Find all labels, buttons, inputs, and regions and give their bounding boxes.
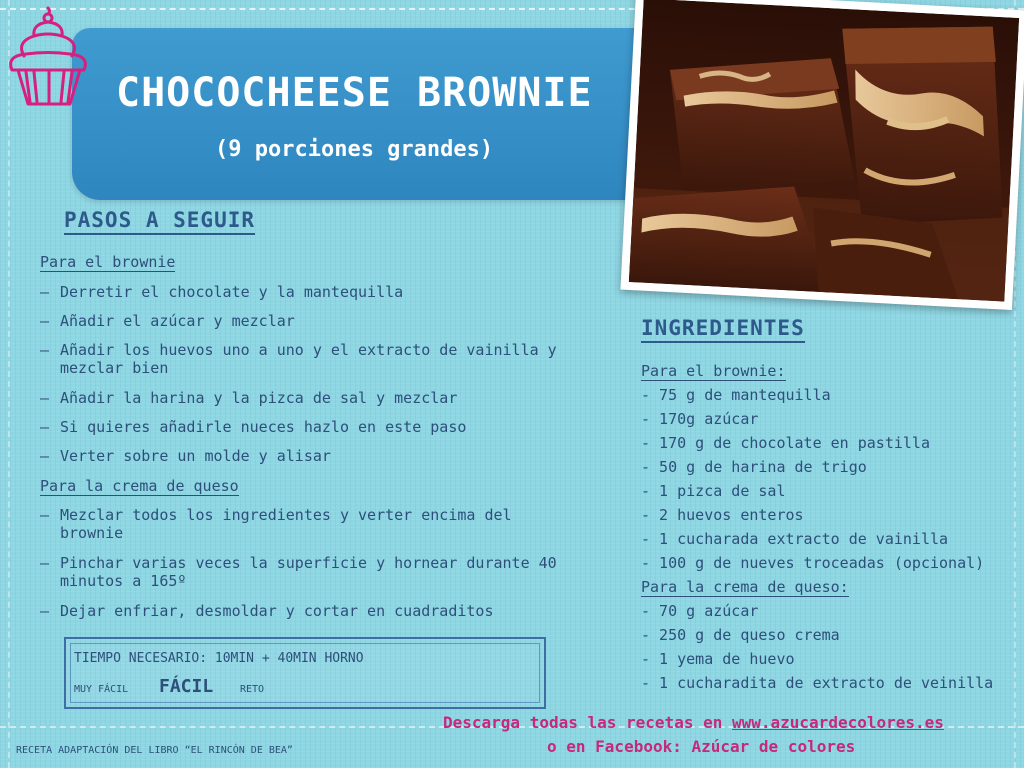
dash-icon: — [40,283,50,301]
cheese-ingredients-heading: Para la crema de queso: [641,578,849,596]
step-text: Dejar enfriar, desmoldar y cortar en cuadraditos [60,602,494,620]
step-text: Añadir el azúcar y mezclar [60,312,295,330]
ingredient-item: - 170g azúcar [641,410,759,428]
brownie-photo-icon [629,0,1019,302]
cheese-steps-heading: Para la crema de queso [40,477,239,495]
dash-icon: — [40,312,50,330]
ingredient-item: - 100 g de nueves troceadas (opcional) [641,554,985,572]
time-required: TIEMPO NECESARIO: 10MIN + 40MIN HORNO [74,651,364,666]
stitch-border-left [8,0,10,768]
step-text: Añadir la harina y la pizca de sal y mezclar [60,389,458,407]
ingredient-item: - 1 cucharada extracto de vainilla [641,530,949,548]
step-text: Verter sobre un molde y alisar [60,447,331,465]
ingredient-item: - 50 g de harina de trigo [641,458,867,476]
recipe-servings: (9 porciones grandes) [215,137,494,162]
brownie-steps-heading: Para el brownie [40,253,176,271]
website-link[interactable]: www.azucardecolores.es [731,713,944,732]
download-text: Descarga todas las recetas en [443,713,732,732]
dash-icon: — [40,389,50,407]
recipe-title: CHOCOCHEESE BROWNIE [116,70,593,116]
dash-icon: — [40,418,50,436]
book-credit: RECETA ADAPTACIÓN DEL LIBRO “EL RINCÓN DE BEA” [16,745,293,756]
ingredient-item: - 70 g azúcar [641,602,759,620]
step-text: Si quieres añadirle nueces hazlo en este paso [60,418,467,436]
download-line [443,713,944,732]
difficulty-very-easy: MUY FÁCIL [74,684,129,695]
difficulty-selected: FÁCIL [159,676,214,697]
dash-icon: — [40,506,50,524]
step-text: Añadir los huevos uno a uno y el extracto de vainilla y mezclar bien [60,341,557,377]
dash-icon: — [40,447,50,465]
ingredient-item: - 75 g de mantequilla [641,386,831,404]
step-text: Mezclar todos los ingredientes y verter encima del brownie [60,506,512,542]
ingredient-item: - 1 yema de huevo [641,650,795,668]
brownie-ingredients-heading: Para el brownie: [641,362,786,380]
dash-icon: — [40,554,50,572]
ingredient-item: - 2 huevos enteros [641,506,804,524]
cupcake-logo-icon [4,6,94,108]
step-text: Derretir el chocolate y la mantequilla [60,283,404,301]
ingredient-item: - 1 cucharadita de extracto de veinilla [641,674,994,692]
step-text: Pinchar varias veces la superficie y hornear durante 40 minutos a 165º [60,554,557,590]
time-box [64,637,546,709]
ingredients-heading: INGREDIENTES [641,316,805,343]
ingredient-item: - 1 pizca de sal [641,482,786,500]
ingredient-item: - 170 g de chocolate en pastilla [641,434,930,452]
dash-icon: — [40,602,50,620]
brownie-photo [620,0,1024,310]
difficulty-challenge: RETO [240,684,265,695]
ingredient-item: - 250 g de queso crema [641,626,840,644]
facebook-line[interactable]: o en Facebook: Azúcar de colores [547,737,856,756]
steps-heading: PASOS A SEGUIR [64,208,255,235]
dash-icon: — [40,341,50,359]
